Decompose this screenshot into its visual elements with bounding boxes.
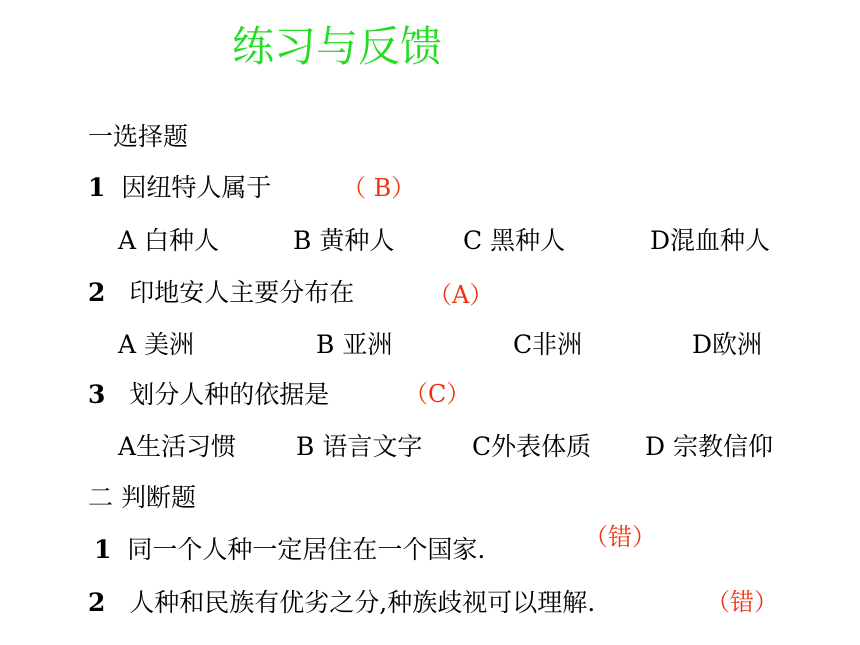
question-1-option-d: D混血种人 (650, 226, 771, 255)
question-2-option-d: D欧洲 (692, 330, 763, 359)
question-1-option-c: C 黑种人 (463, 226, 566, 255)
question-3 (88, 382, 329, 407)
slide-title: 练习与反馈 (232, 22, 443, 71)
judgment-2 (88, 590, 595, 615)
question-1-option-a: A 白种人 (118, 226, 220, 255)
question-1-number: 1 (88, 173, 106, 202)
question-3-option-d: D 宗教信仰 (645, 432, 773, 461)
question-2 (88, 280, 354, 305)
judgment-2-text: 人种和民族有优劣之分,种族歧视可以理解. (129, 588, 596, 617)
question-2-text: 印地安人主要分布在 (129, 278, 355, 307)
question-3-option-b: B 语言文字 (296, 432, 423, 461)
question-1 (88, 175, 271, 200)
question-1-text: 因纽特人属于 (121, 173, 272, 202)
question-3-text: 划分人种的依据是 (129, 380, 330, 409)
question-3-answer: （C） (404, 380, 471, 408)
judgment-1-answer: （错） (584, 523, 656, 551)
question-3-option-c: C外表体质 (472, 432, 592, 461)
question-1-answer: （ B） (342, 174, 416, 202)
question-2-option-a: A 美洲 (118, 330, 195, 359)
judgment-1-number: 1 (94, 535, 112, 564)
judgment-1-text: 同一个人种一定居住在一个国家. (127, 535, 486, 564)
question-2-option-b: B 亚洲 (316, 330, 393, 359)
question-1-option-b: B 黄种人 (293, 226, 395, 255)
section1-heading: 一选择题 (88, 122, 189, 151)
question-2-option-c: C非洲 (513, 330, 583, 359)
judgment-1 (94, 537, 485, 562)
question-2-number: 2 (88, 278, 106, 307)
question-2-answer: （A） (428, 281, 494, 309)
judgment-2-answer: （错） (706, 588, 778, 616)
section2-heading: 二 判断题 (88, 483, 196, 512)
question-3-option-a: A生活习惯 (118, 432, 237, 461)
judgment-2-number: 2 (88, 588, 106, 617)
question-3-number: 3 (88, 380, 106, 409)
